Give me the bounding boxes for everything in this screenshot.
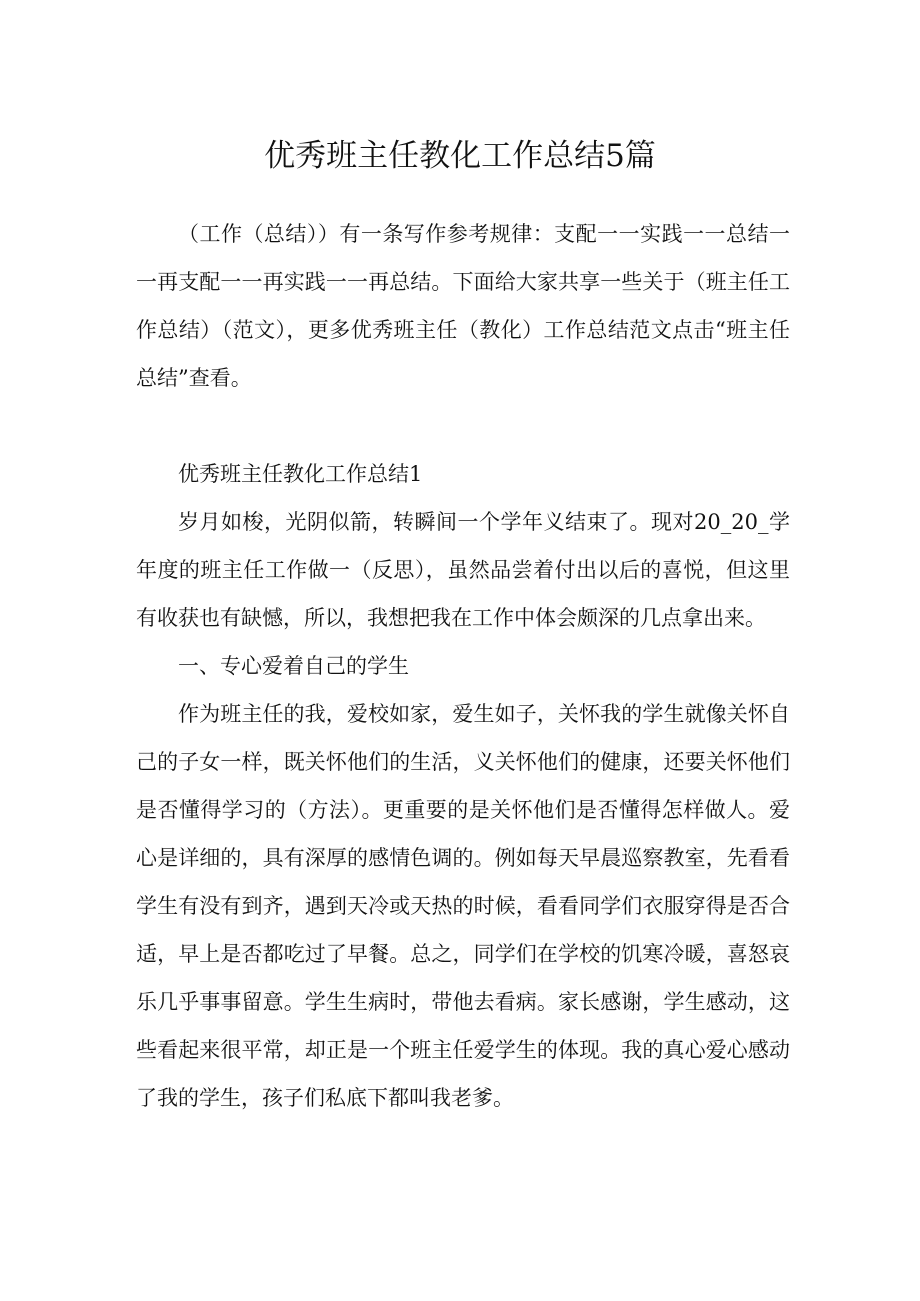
section-heading: 优秀班主任教化工作总结1 bbox=[178, 462, 423, 486]
intro-paragraph: （工作（总结））有一条写作参考规律：支配一一实践一一总结一一再支配一一再实践一一再总结。下面给大家共享一些关于（班主任工作总结）（范文），更多优秀班主任（教化）工作总结范文点击“班主任总结”查看。 bbox=[136, 222, 790, 390]
paragraph-2: 作为班主任的我，爱校如家，爱生如子，关怀我的学生就像关怀自己的子女一样，既关怀他们的生活，义关怀他们的健康，还要关怀他们是否懂得学习的（方法）。更重要的是关怀他们是否懂得怎样做人。爱心是详细的，具有深厚的感情色调的。例如每天早晨巡察教室，先看看学生有没有到齐，遇到天冷或天热的时候，看看同学们衣服穿得是否合适，早上是否都吃过了早餐。总之，同学们在学校的饥寒冷暖，喜怒哀乐几乎事事留意。学生生病时，带他去看病。家长感谢，学生感动，这些看起来很平常，却正是一个班主任爱学生的体现。我的真心爱心感动了我的学生，孩子们私底下都叫我老爹。 bbox=[136, 702, 790, 1110]
document-title: 优秀班主任教化工作总结5篇 bbox=[264, 138, 656, 174]
subheading-1: 一、专心爱着自己的学生 bbox=[178, 654, 409, 678]
paragraph-1: 岁月如梭，光阴似箭，转瞬间一个学年义结束了。现对20_20_学年度的班主任工作做一（反思），虽然品尝着付出以后的喜悦，但这里有收获也有缺憾，所以，我想把我在工作中体会颇深的几点拿出来。 bbox=[136, 510, 790, 630]
